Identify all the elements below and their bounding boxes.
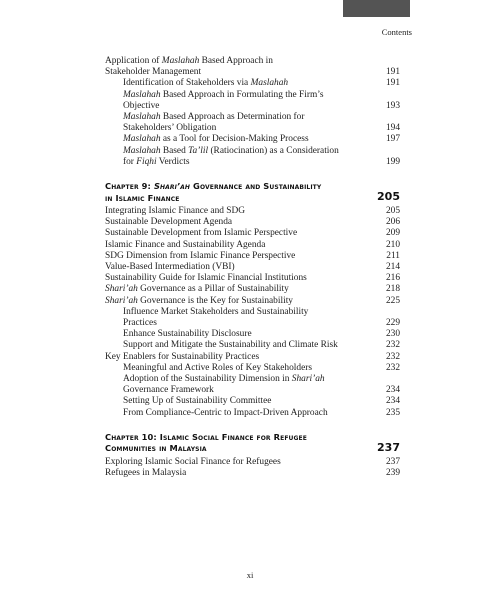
toc-entry-title <box>105 273 307 283</box>
text-segment: Integrating Islamic Finance and SDG <box>105 206 246 217</box>
italic-term: Maslahah <box>123 89 161 100</box>
toc-entry-page: 199 <box>385 156 400 167</box>
text-segment: Sustainability Guide for Islamic Financial Institutions <box>105 273 307 284</box>
toc-entry <box>105 385 400 396</box>
text-segment: Sustainable Development from Islamic Perspective <box>105 228 298 239</box>
text-segment: Governance Framework <box>123 385 214 396</box>
toc-entry-page: 205 <box>385 206 400 217</box>
italic-term: Ta’lil <box>188 145 209 156</box>
text-segment: Islamic Finance and Sustainability Agenda <box>105 239 266 250</box>
toc-entry <box>105 296 400 307</box>
text-segment: Sustainable Development Agenda <box>105 217 233 228</box>
text-segment: in Islamic Finance <box>105 192 180 203</box>
toc-entry-page: 210 <box>385 239 400 250</box>
text-segment: Governance as a Pillar of Sustainability <box>137 284 289 295</box>
toc-entry-title <box>105 251 295 261</box>
toc-entry-page: 234 <box>385 385 400 396</box>
toc-entry-page: 232 <box>385 340 400 351</box>
text-segment: Based Approach in Formulating the Firm’s <box>160 89 324 100</box>
toc-entry-title <box>123 101 159 111</box>
toc-entry <box>105 374 400 385</box>
toc-entry <box>105 134 400 145</box>
toc-entry <box>105 101 400 112</box>
toc-entry-title <box>123 134 309 144</box>
text-segment: Application of <box>105 56 162 66</box>
chapter-10-title-line-2 <box>105 440 400 455</box>
text-segment: Stakeholder Management <box>105 67 202 78</box>
toc-entry-title <box>123 408 328 418</box>
toc-entry-title <box>123 146 339 156</box>
toc-entry-title <box>105 352 259 362</box>
text-segment: Based Approach in <box>199 56 273 66</box>
chapter-9-title-line-2 <box>105 193 400 205</box>
toc-entry-title <box>105 56 273 66</box>
text-segment: Setting Up of Sustainability Committee <box>123 396 272 407</box>
toc-entry-title <box>123 90 324 100</box>
toc-entry-title <box>105 228 297 238</box>
toc-entry-page: 232 <box>385 362 400 373</box>
toc-entry-title <box>105 284 289 294</box>
text-segment: Meaningful and Active Roles of Key Stakeholders <box>123 362 313 373</box>
toc-entry <box>105 56 400 67</box>
toc-entry <box>105 146 400 157</box>
toc-entry-title <box>123 363 312 373</box>
text-segment: Value-Based Intermediation (VBI) <box>105 262 235 273</box>
toc-entry-page: 232 <box>385 351 400 362</box>
text-segment: Objective <box>123 100 160 111</box>
text-segment: Adoption of the Sustainability Dimension in <box>123 374 292 385</box>
text-segment: Stakeholders’ Obligation <box>123 123 217 134</box>
page-number: xi <box>246 570 254 580</box>
toc-entry-page: 194 <box>385 123 400 134</box>
toc-entry <box>105 251 400 262</box>
toc-entry-page: 225 <box>385 295 400 306</box>
chapter-9-title-line-1 <box>105 181 400 193</box>
text-segment: Influence Market Stakeholders and Sustainability <box>123 306 309 317</box>
toc-entry-title <box>123 329 252 339</box>
italic-term: Shari’ah <box>153 181 191 192</box>
toc-entry-title <box>123 318 157 328</box>
chapter-9-page: 205 <box>377 190 400 204</box>
toc-entry <box>105 340 400 351</box>
toc-entry <box>105 363 400 374</box>
toc-entry <box>105 457 400 468</box>
toc-group-top <box>105 56 400 168</box>
toc-entry-title <box>123 385 214 395</box>
italic-term: Shari’ah <box>105 284 138 295</box>
toc-entry-page: 209 <box>385 228 400 239</box>
toc-entry-title <box>123 374 325 384</box>
text-segment: Verdicts <box>156 156 190 167</box>
italic-term: Maslahah <box>250 78 289 89</box>
toc-entry <box>105 396 400 407</box>
text-segment: Identification of Stakeholders via <box>123 78 251 89</box>
toc-entry-title <box>105 206 245 216</box>
toc-entry-title <box>105 262 235 272</box>
toc-entry <box>105 90 400 101</box>
text-segment: Exploring Islamic Social Finance for Refugees <box>105 456 281 467</box>
toc-entry-title <box>105 240 265 250</box>
toc-entry-title <box>123 78 288 88</box>
text-segment: Communities in Malaysia <box>105 443 207 454</box>
text-segment: From Compliance-Centric to Impact-Driven Approach <box>123 407 328 418</box>
toc-entry <box>105 228 400 239</box>
italic-term: Shari’ah <box>291 374 325 385</box>
text-segment: for <box>123 156 137 167</box>
toc-entry <box>105 67 400 78</box>
chapter-10-heading <box>105 432 400 455</box>
toc-entry <box>105 112 400 123</box>
italic-term: Shari’ah <box>105 295 138 306</box>
toc-entry <box>105 408 400 419</box>
toc-entry-page: 191 <box>385 78 400 89</box>
text-segment: Support and Mitigate the Sustainability and Climate Risk <box>123 340 338 351</box>
toc-entry-title <box>123 157 190 167</box>
toc-entry-page: 235 <box>385 407 400 418</box>
table-of-contents <box>105 56 400 479</box>
text-segment: Based Approach as Determination for <box>160 112 305 123</box>
toc-entry-page: 211 <box>386 250 400 261</box>
toc-entry-title <box>105 296 293 306</box>
toc-entry <box>105 240 400 251</box>
text-segment: Governance is the Key for Sustainability <box>137 295 293 306</box>
text-segment: Chapter 10: Islamic Social Finance for Refugee <box>105 431 307 442</box>
italic-term: Maslahah <box>123 134 161 145</box>
text-segment: Enhance Sustainability Disclosure <box>123 329 252 340</box>
toc-entry <box>105 307 400 318</box>
text-segment: Refugees in Malaysia <box>105 468 187 479</box>
toc-entry-title <box>105 217 232 227</box>
chapter-9-heading <box>105 181 400 204</box>
italic-term: Maslahah <box>161 56 200 66</box>
italic-term: Maslahah <box>123 112 161 123</box>
text-segment: as a Tool for Decision-Making Process <box>160 134 309 145</box>
running-head: Contents <box>381 27 412 37</box>
text-segment: Chapter 9: <box>105 181 154 192</box>
text-segment: Practices <box>123 318 157 329</box>
toc-entry <box>105 352 400 363</box>
toc-entry-page: 239 <box>385 468 400 479</box>
text-segment: (Ratiocination) as a Consideration <box>208 145 339 156</box>
toc-entry-page: 237 <box>385 456 400 467</box>
toc-entry-page: 234 <box>385 396 400 407</box>
chapter-10-page: 237 <box>377 440 400 454</box>
text-segment: Key Enablers for Sustainability Practices <box>105 351 260 362</box>
toc-entry-page: 214 <box>385 262 400 273</box>
toc-entry-page: 206 <box>385 217 400 228</box>
toc-entry-title <box>123 396 271 406</box>
toc-entry-page: 191 <box>385 67 400 78</box>
section-tab-marker <box>343 0 410 17</box>
toc-entry-title <box>123 123 216 133</box>
text-segment: Governance and Sustainability <box>190 181 322 192</box>
toc-entry-title <box>123 307 308 317</box>
toc-entry <box>105 262 400 273</box>
toc-entry-page: 193 <box>385 100 400 111</box>
toc-entry <box>105 78 400 89</box>
toc-entry-page: 218 <box>385 284 400 295</box>
toc-entry <box>105 318 400 329</box>
text-segment: Based <box>160 145 189 156</box>
toc-entry-title <box>105 457 281 467</box>
toc-entry <box>105 273 400 284</box>
italic-term: Maslahah <box>123 145 161 156</box>
toc-entry-page: 197 <box>385 134 400 145</box>
chapter-10-title-line-1 <box>105 432 400 444</box>
toc-entry <box>105 284 400 295</box>
toc-entry-title <box>105 468 186 478</box>
toc-entry <box>105 157 400 168</box>
toc-entry-page: 230 <box>385 329 400 340</box>
toc-entry-page: 229 <box>385 318 400 329</box>
toc-entry-title <box>105 67 201 77</box>
toc-entry <box>105 468 400 479</box>
toc-group-chapter-9 <box>105 206 400 419</box>
toc-entry <box>105 217 400 228</box>
italic-term: Fiqhi <box>136 156 157 167</box>
text-segment: SDG Dimension from Islamic Finance Perspective <box>105 250 296 261</box>
toc-entry-title <box>123 112 304 122</box>
toc-entry-page: 216 <box>385 273 400 284</box>
toc-group-chapter-10 <box>105 457 400 479</box>
toc-entry <box>105 206 400 217</box>
toc-entry-title <box>123 340 338 350</box>
toc-entry <box>105 123 400 134</box>
toc-entry <box>105 329 400 340</box>
